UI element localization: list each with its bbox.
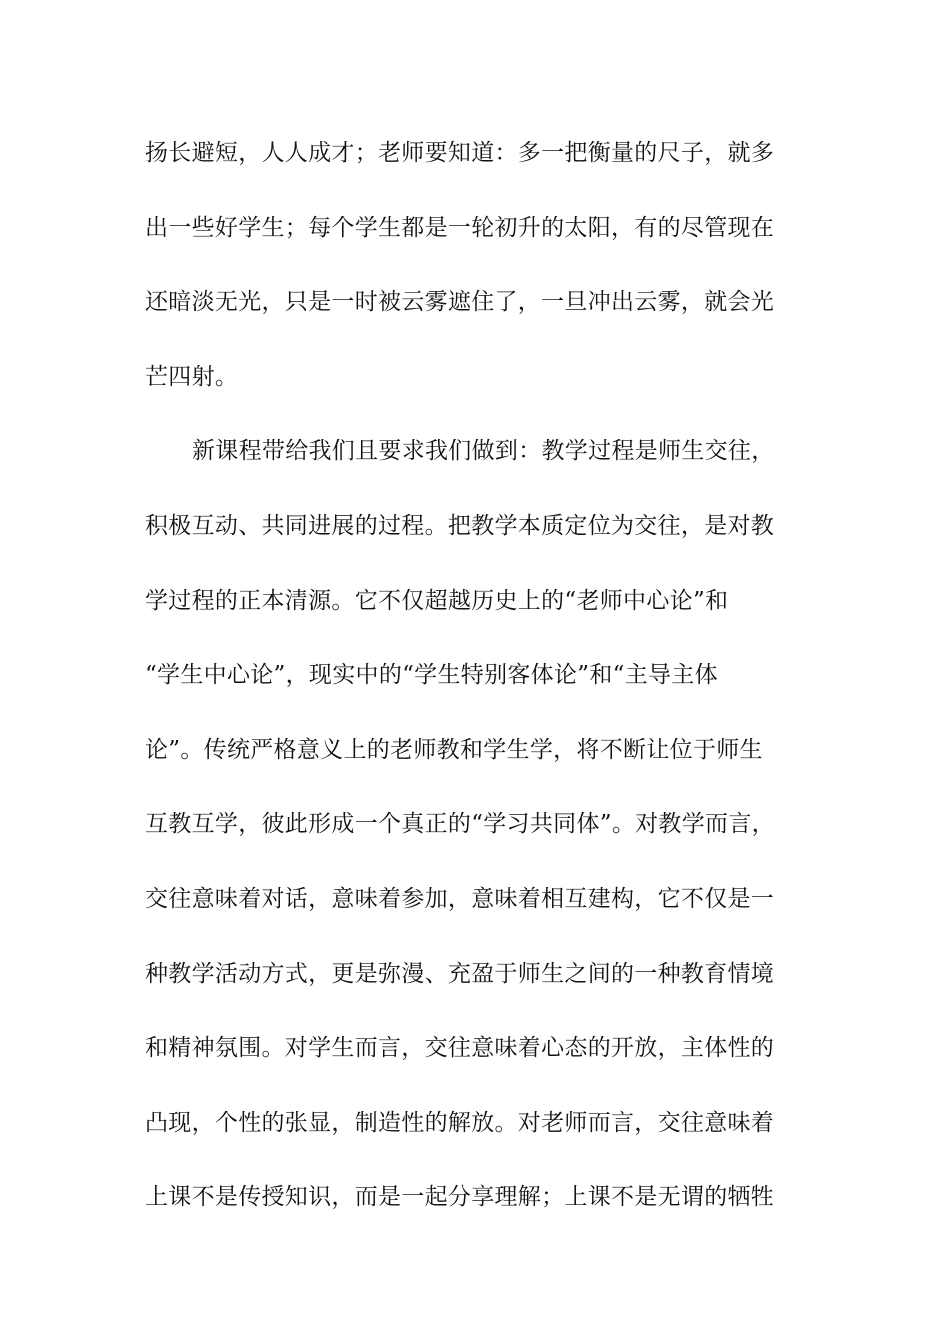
text-line: 上课不是传授知识，而是一起分享理解；上课不是无谓的牺牲 (145, 1184, 775, 1211)
text-line: 扬长避短，人人成才；老师要知道：多一把衡量的尺子，就多 (145, 140, 775, 166)
text-line: “学生中心论”，现实中的“学生特别客体论”和“主导主体 (145, 662, 718, 689)
text-line: 互教互学，彼此形成一个真正的“学习共同体”。对教学而言， (145, 811, 775, 838)
text-line: 交往意味着对话，意味着参加，意味着相互建构，它不仅是一 (145, 885, 775, 912)
text-line: 出一些好学生；每个学生都是一轮初升的太阳，有的尽管现在 (145, 214, 775, 241)
text-line: 论”。传统严格意义上的老师教和学生学，将不断让位于师生 (145, 736, 763, 763)
text-line: 芒四射。 (145, 363, 239, 390)
document-body (145, 127, 825, 1246)
text-line: 学过程的正本清源。它不仅超越历史上的“老师中心论”和 (145, 587, 729, 614)
text-line: 和精神氛围。对学生而言，交往意味着心态的开放，主体性的 (145, 1035, 775, 1062)
text-line: 凸现，个性的张显，制造性的解放。对老师而言，交往意味着 (145, 1109, 775, 1136)
text-line: 还暗淡无光，只是一时被云雾遮住了，一旦冲出云雾，就会光 (145, 289, 775, 316)
text-line: 种教学活动方式，更是弥漫、充盈于师生之间的一种教育情境 (145, 960, 775, 987)
paragraph-first-line: 新课程带给我们且要求我们做到：教学过程是师生交往， (192, 438, 775, 465)
text-line: 积极互动、共同进展的过程。把教学本质定位为交往，是对教 (145, 512, 775, 539)
